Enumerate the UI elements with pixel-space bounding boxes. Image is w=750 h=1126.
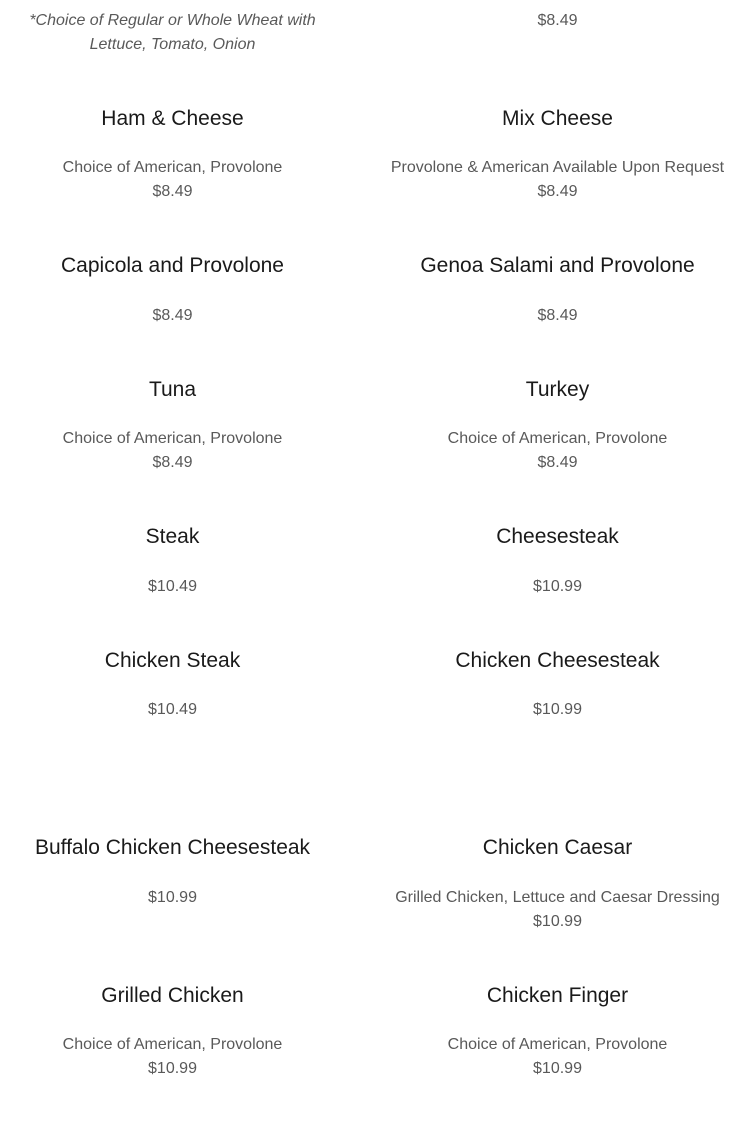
item-description: Choice of American, Provolone: [62, 159, 283, 176]
item-name: Turkey: [525, 378, 590, 401]
item-name: Grilled Chicken: [101, 984, 244, 1007]
item-price: $8.49: [537, 307, 578, 324]
menu-item-chicken-finger[interactable]: [385, 983, 730, 1083]
item-price: $8.49: [537, 183, 578, 200]
item-price: $10.99: [533, 701, 582, 718]
item-description: Choice of American, Provolone: [62, 1036, 283, 1053]
menu-item-turkey[interactable]: [385, 377, 730, 477]
item-description: Provolone & American Available Upon Request: [390, 159, 725, 176]
item-name: Chicken Cheesesteak: [455, 649, 660, 672]
menu-item-capicola-provolone[interactable]: [0, 253, 345, 329]
menu-item-steak[interactable]: [0, 524, 345, 600]
item-description: Choice of American, Provolone: [62, 430, 283, 447]
menu-item-grilled-chicken[interactable]: [0, 983, 345, 1083]
item-description: Grilled Chicken, Lettuce and Caesar Dressing: [395, 889, 720, 906]
menu-item-genoa-salami-provolone[interactable]: [385, 253, 730, 329]
item-name: Buffalo Chicken Cheesesteak: [34, 836, 311, 859]
menu-item-chicken-caesar[interactable]: [385, 835, 730, 935]
item-price: $10.49: [148, 578, 197, 595]
menu-item-chicken-steak[interactable]: [0, 648, 345, 724]
item-price: $8.49: [152, 454, 193, 471]
item-name: Cheesesteak: [496, 525, 619, 548]
item-name: Ham & Cheese: [101, 107, 244, 130]
item-price: $10.49: [148, 701, 197, 718]
item-description: Choice of American, Provolone: [447, 430, 668, 447]
menu-item-mix-cheese[interactable]: [385, 106, 730, 206]
item-price: $8.49: [152, 307, 193, 324]
item-price: $8.49: [152, 183, 193, 200]
item-price: $10.99: [148, 889, 197, 906]
item-name: Tuna: [148, 378, 197, 401]
item-name: Chicken Steak: [104, 649, 241, 672]
menu-item-buffalo-chicken-cheesesteak[interactable]: [0, 835, 345, 911]
menu-item-top-left: [0, 9, 345, 59]
menu-item-tuna[interactable]: [0, 377, 345, 477]
item-price: $10.99: [533, 913, 582, 930]
menu-item-ham-cheese[interactable]: [0, 106, 345, 206]
menu-item-cheesesteak[interactable]: [385, 524, 730, 600]
item-name: Mix Cheese: [502, 107, 613, 130]
item-price: $10.99: [533, 1060, 582, 1077]
item-description: Choice of American, Provolone: [447, 1036, 668, 1053]
item-price: $8.49: [537, 12, 578, 29]
item-name: Capicola and Provolone: [61, 254, 284, 277]
menu-item-top-right: [385, 9, 730, 33]
item-name: Steak: [145, 525, 200, 548]
bread-choice-note: *Choice of Regular or Whole Wheat with Lettuce, Tomato, Onion: [29, 12, 316, 53]
item-price: $10.99: [148, 1060, 197, 1077]
item-name: Genoa Salami and Provolone: [420, 254, 695, 277]
item-name: Chicken Caesar: [482, 836, 633, 859]
item-price: $10.99: [533, 578, 582, 595]
item-name: Chicken Finger: [486, 984, 629, 1007]
item-price: $8.49: [537, 454, 578, 471]
menu-item-chicken-cheesesteak[interactable]: [385, 648, 730, 724]
